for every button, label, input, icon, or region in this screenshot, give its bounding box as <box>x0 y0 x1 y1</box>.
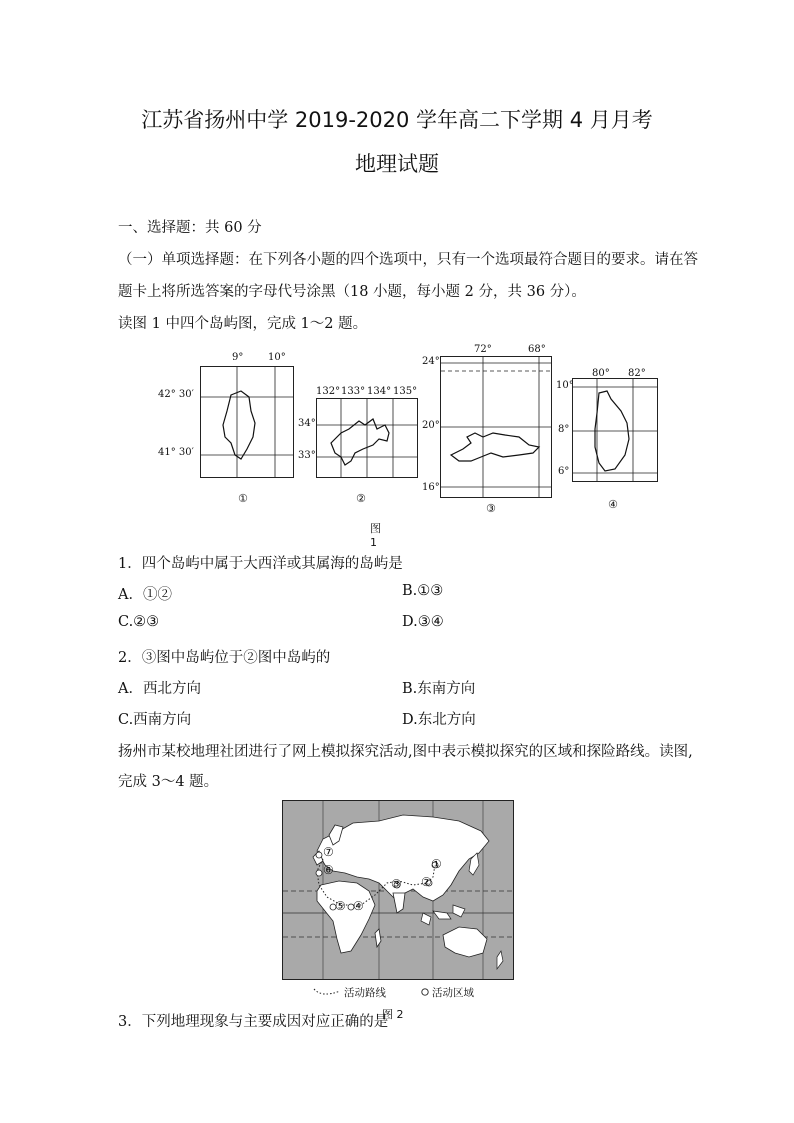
map3-lon-68: 68° <box>528 344 546 355</box>
map3-lat-20: 20° <box>422 420 440 431</box>
map2-label: ② <box>356 492 366 505</box>
q1-option-d: D.③④ <box>402 614 444 630</box>
figure2-intro-line-1: 扬州市某校地理社团进行了网上模拟探究活动,图中表示模拟探究的区域和探险路线。读图, <box>118 744 693 760</box>
point-3: ③ <box>391 877 402 891</box>
island-map-2 <box>316 398 418 478</box>
map3-lat-24: 24° <box>422 356 440 367</box>
map1-label: ① <box>238 492 248 505</box>
map4-label: ④ <box>608 498 618 511</box>
map3-lat-16: 16° <box>422 482 440 493</box>
instruction-line-2: 题卡上将所选答案的字母代号涂黑（18 小题，每小题 2 分，共 36 分）。 <box>118 284 586 300</box>
map2-lon-133: 133° <box>341 386 366 397</box>
map4-lat-6: 6° <box>558 466 570 477</box>
map2-lat-34: 34° <box>298 418 316 429</box>
map4-lat-8: 8° <box>558 424 570 435</box>
island-map-3 <box>440 356 552 498</box>
island-map-4 <box>572 378 658 482</box>
legend-area-label: 活动区域 <box>432 987 474 999</box>
point-5: ⑤ <box>335 899 346 913</box>
map1-lat-42: 42° 30′ <box>158 389 194 400</box>
question-1-stem: 1．四个岛屿中属于大西洋或其属海的岛屿是 <box>118 556 403 572</box>
map3-label: ③ <box>486 502 496 515</box>
area-legend-icon <box>420 987 430 997</box>
point-1: ① <box>431 857 442 871</box>
point-2: ② <box>421 875 432 889</box>
world-map <box>282 800 514 980</box>
q2-option-b: B.东南方向 <box>402 681 476 697</box>
section-heading: 一、选择题：共 60 分 <box>118 220 262 236</box>
q1-option-c: C.②③ <box>118 614 160 630</box>
document-subtitle: 地理试题 <box>355 152 439 176</box>
map2-lon-134: 134° <box>367 386 392 397</box>
map1-lon-9: 9° <box>232 352 244 363</box>
document-title: 江苏省扬州中学 2019-2020 学年高二下学期 4 月月考 <box>141 108 653 132</box>
q2-option-d: D.东北方向 <box>402 712 476 728</box>
figure2-caption: 图 2 <box>382 1008 404 1021</box>
point-4: ④ <box>353 899 364 913</box>
route-legend-icon <box>312 986 342 998</box>
q2-option-a: A．西北方向 <box>118 681 201 697</box>
map4-lat-10: 10° <box>556 380 574 391</box>
island-map-1 <box>200 366 294 478</box>
figure2-legend <box>312 985 512 999</box>
q2-option-c: C.西南方向 <box>118 712 192 728</box>
q1-option-a: A．①② <box>118 587 172 603</box>
map2-lat-33: 33° <box>298 450 316 461</box>
map2-lon-135: 135° <box>393 386 418 397</box>
map1-lon-10: 10° <box>268 352 286 363</box>
question-3-stem: 3．下列地理现象与主要成因对应正确的是 <box>118 1014 389 1030</box>
point-6: ⑥ <box>323 863 334 877</box>
instruction-line-1: （一）单项选择题：在下列各小题的四个选项中，只有一个选项最符合题目的要求。请在答 <box>118 252 698 268</box>
figure2-intro-line-2: 完成 3～4 题。 <box>118 774 219 790</box>
point-7: ⑦ <box>323 845 334 859</box>
figure1-intro: 读图 1 中四个岛屿图，完成 1～2 题。 <box>118 316 368 332</box>
map4-lon-82: 82° <box>628 368 646 379</box>
question-2-stem: 2．③图中岛屿位于②图中岛屿的 <box>118 650 331 666</box>
q1-option-b: B.①③ <box>402 583 444 599</box>
figure1-caption: 图 1 <box>370 522 381 549</box>
map3-lon-72: 72° <box>474 344 492 355</box>
legend-route-label: 活动路线 <box>344 987 386 999</box>
map2-lon-132: 132° <box>316 386 341 397</box>
map1-lat-41: 41° 30′ <box>158 447 194 458</box>
map4-lon-80: 80° <box>592 368 610 379</box>
